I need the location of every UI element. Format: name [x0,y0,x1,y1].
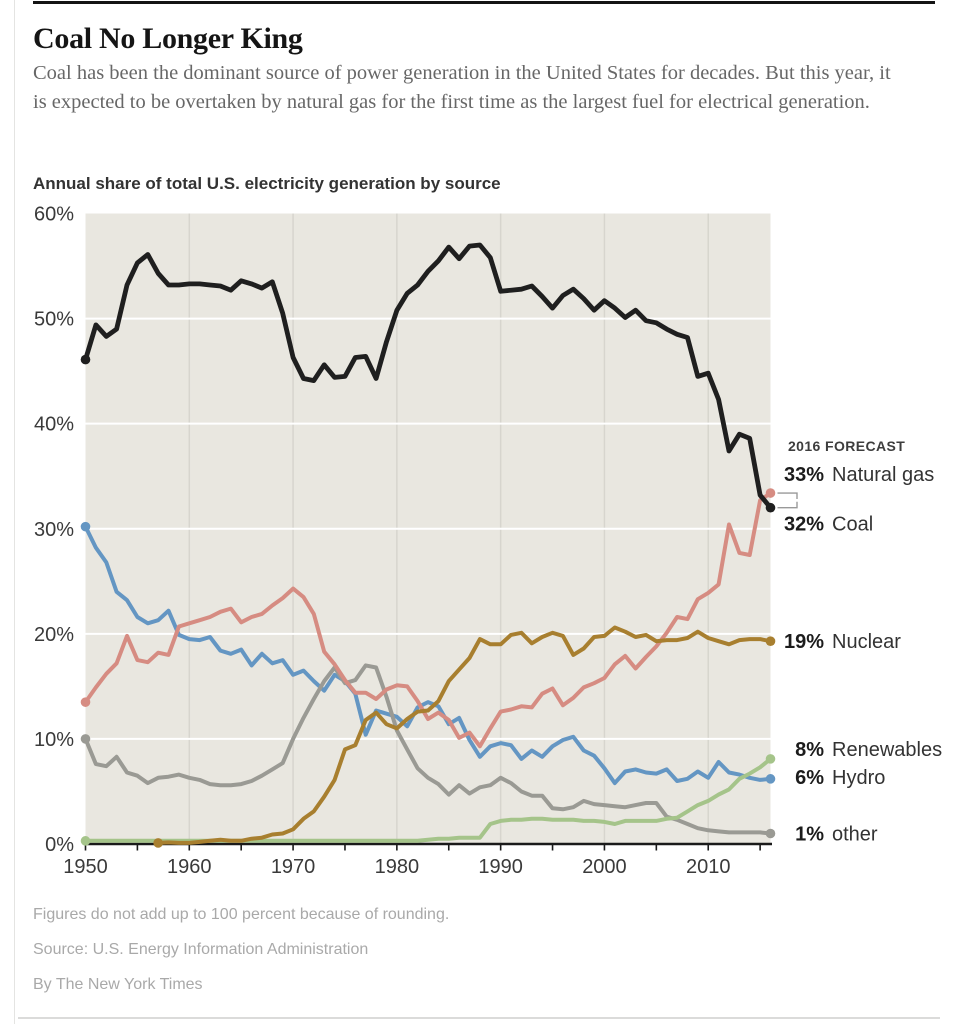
annotation-natural-gas-value: 33% [783,464,824,487]
y-tick-label-20: 20% [33,623,74,646]
hydro-line [86,527,771,784]
x-tick-label-2010: 2010 [685,856,731,878]
footnote: Figures do not add up to 100 percent because of rounding. [33,906,450,923]
y-tick-label-30: 30% [33,518,74,541]
top-border-rule [33,1,935,4]
other-line [86,665,771,833]
annotation-natural-gas-name: Natural gas [832,464,935,487]
coal-end-dot [766,503,776,513]
y-tick-label-50: 50% [33,308,74,331]
x-tick-label-1970: 1970 [270,856,316,878]
annotation-nuclear-name: Nuclear [832,631,901,654]
other-end-dot [766,829,776,839]
hydro-start-dot [81,522,91,532]
left-border-rule [14,0,15,1024]
natural-gas-line [86,493,771,746]
x-tick-label-2000: 2000 [582,856,627,878]
natural-gas-start-dot [81,697,91,707]
nuclear-start-dot [153,838,163,848]
nuclear-end-dot [766,636,776,646]
leader-natural-gas [778,493,798,499]
x-tick-label-1950: 1950 [63,856,108,878]
leader-coal [778,502,798,508]
page-title: Coal No Longer King [33,22,303,55]
annotation-other-name: other [832,823,878,846]
plot-background [86,214,771,845]
y-tick-label-10: 10% [33,728,74,751]
annotation-hydro-value: 6% [795,766,824,789]
coal-line [86,245,771,508]
source-line: Source: U.S. Energy Information Administration [33,941,369,958]
intro-paragraph: Coal has been the dominant source of power generation in the United States for decades. But this year, it is expected to be overtaken by natural gas for the first time as the largest fuel for electrical generation. [33,62,891,113]
annotation-hydro-name: Hydro [832,766,886,789]
renewables-line [86,759,771,841]
annotation-renewables-value: 8% [795,738,824,761]
nuclear-line [158,628,770,843]
annotation-nuclear-value: 19% [783,631,824,654]
natural-gas-end-dot [766,488,776,498]
byline: By The New York Times [33,976,203,993]
x-tick-label-1980: 1980 [374,856,420,878]
y-tick-label-0: 0% [45,834,74,856]
other-start-dot [81,734,91,744]
y-tick-label-60: 60% [33,203,74,226]
annotation-coal-name: Coal [832,513,874,536]
forecast-note: 2016 FORECAST [788,438,906,454]
renewables-end-dot [766,754,776,764]
y-tick-label-40: 40% [33,413,74,436]
coal-start-dot [81,355,91,365]
x-tick-label-1990: 1990 [478,856,523,878]
renewables-start-dot [81,836,91,846]
annotation-renewables-name: Renewables [832,738,943,761]
hydro-end-dot [766,774,776,784]
annotation-other-value: 1% [795,823,824,846]
x-tick-label-1960: 1960 [167,856,212,878]
chart-subtitle: Annual share of total U.S. electricity generation by source [33,174,501,193]
bottom-border-rule [18,1017,940,1019]
annotation-coal-value: 32% [783,513,824,536]
